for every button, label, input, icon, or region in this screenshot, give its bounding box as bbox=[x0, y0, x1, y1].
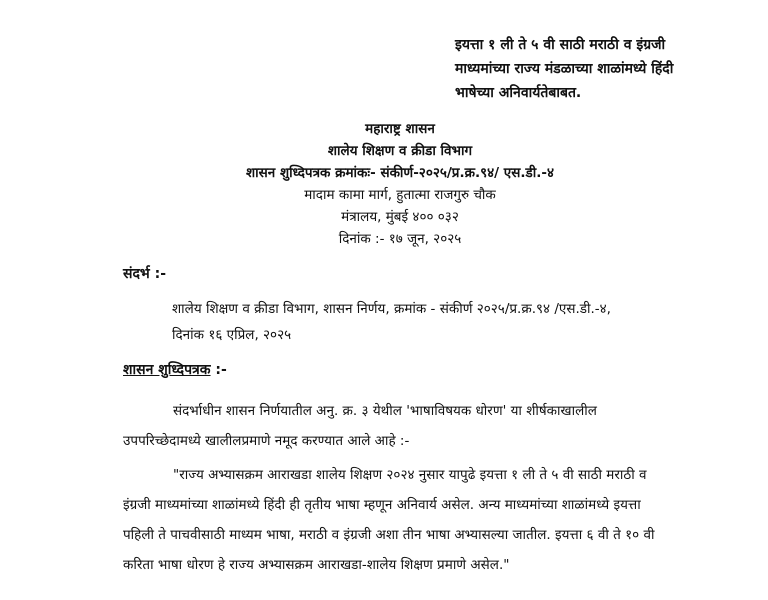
document-date: दिनांक :- १७ जून, २०२५ bbox=[338, 231, 462, 247]
subject-line: भाषेच्या अनिवार्यतेबाबत. bbox=[455, 85, 582, 101]
corrigendum-heading bbox=[123, 360, 227, 379]
document-header bbox=[200, 118, 600, 250]
intro-line: संदर्भाधीन शासन निर्णयातील अनु. क्र. ३ येथील 'भाषाविषयक धोरण' या शीर्षकाखालील bbox=[173, 403, 597, 419]
address-line: मंत्रालय, मुंबई ४०० ०३२ bbox=[341, 209, 459, 225]
subject-block bbox=[455, 33, 755, 105]
reference-body bbox=[172, 296, 732, 348]
reference-line: शालेय शिक्षण व क्रीडा विभाग, शासन निर्णय, क्रमांक - संकीर्ण २०२५/प्र.क्र.९४ /एस.डी.-४, bbox=[172, 301, 611, 317]
quote-line: "राज्य अभ्यासक्रम आराखडा शालेय शिक्षण २०२४ नुसार यापुढे इयत्ता १ ली ते ५ वी साठी मराठी व bbox=[173, 467, 647, 483]
quote-line: करिता भाषा धोरण हे राज्य अभ्यासक्रम आराखडा-शालेय शिक्षण प्रमाणे असेल." bbox=[123, 557, 510, 573]
intro-line: उपपरिच्छेदामध्ये खालीलप्रमाणे नमूद करण्यात आले आहे :- bbox=[123, 433, 410, 449]
quoted-paragraph bbox=[123, 460, 743, 580]
subject-line: माध्यमांच्या राज्य मंडळाच्या शाळांमध्ये हिंदी bbox=[455, 61, 674, 77]
quote-line: इंग्रजी माध्यमांच्या शाळांमध्ये हिंदी ही तृतीय भाषा म्हणून अनिवार्य असेल. अन्य माध्यमांच्या शाळांमध्ये इयत्ता bbox=[123, 497, 641, 513]
corrigendum-number: शासन शुध्दिपत्रक क्रमांकः- संकीर्ण-२०२५/प्र.क्र.९४/ एस.डी.-४ bbox=[246, 165, 554, 181]
corrigendum-heading-text: शासन शुध्दिपत्रक bbox=[123, 362, 211, 378]
reference-line: दिनांक १६ एप्रिल, २०२५ bbox=[172, 327, 292, 343]
government-name: महाराष्ट्र शासन bbox=[365, 121, 435, 137]
reference-heading: संदर्भ :- bbox=[123, 266, 167, 282]
subject-line: इयत्ता १ ली ते ५ वी साठी मराठी व इंग्रजी bbox=[455, 37, 666, 53]
department-name: शालेय शिक्षण व क्रीडा विभाग bbox=[327, 143, 473, 159]
address-line: मादाम कामा मार्ग, हुतात्मा राजगुरु चौक bbox=[304, 187, 496, 203]
intro-paragraph bbox=[123, 396, 743, 456]
corrigendum-heading-suffix: :- bbox=[210, 362, 227, 378]
quote-line: पहिली ते पाचवीसाठी माध्यम भाषा, मराठी व इंग्रजी अशा तीन भाषा अभ्यासल्या जातील. इयत्ता ६ वी ते १० वी bbox=[123, 527, 655, 543]
